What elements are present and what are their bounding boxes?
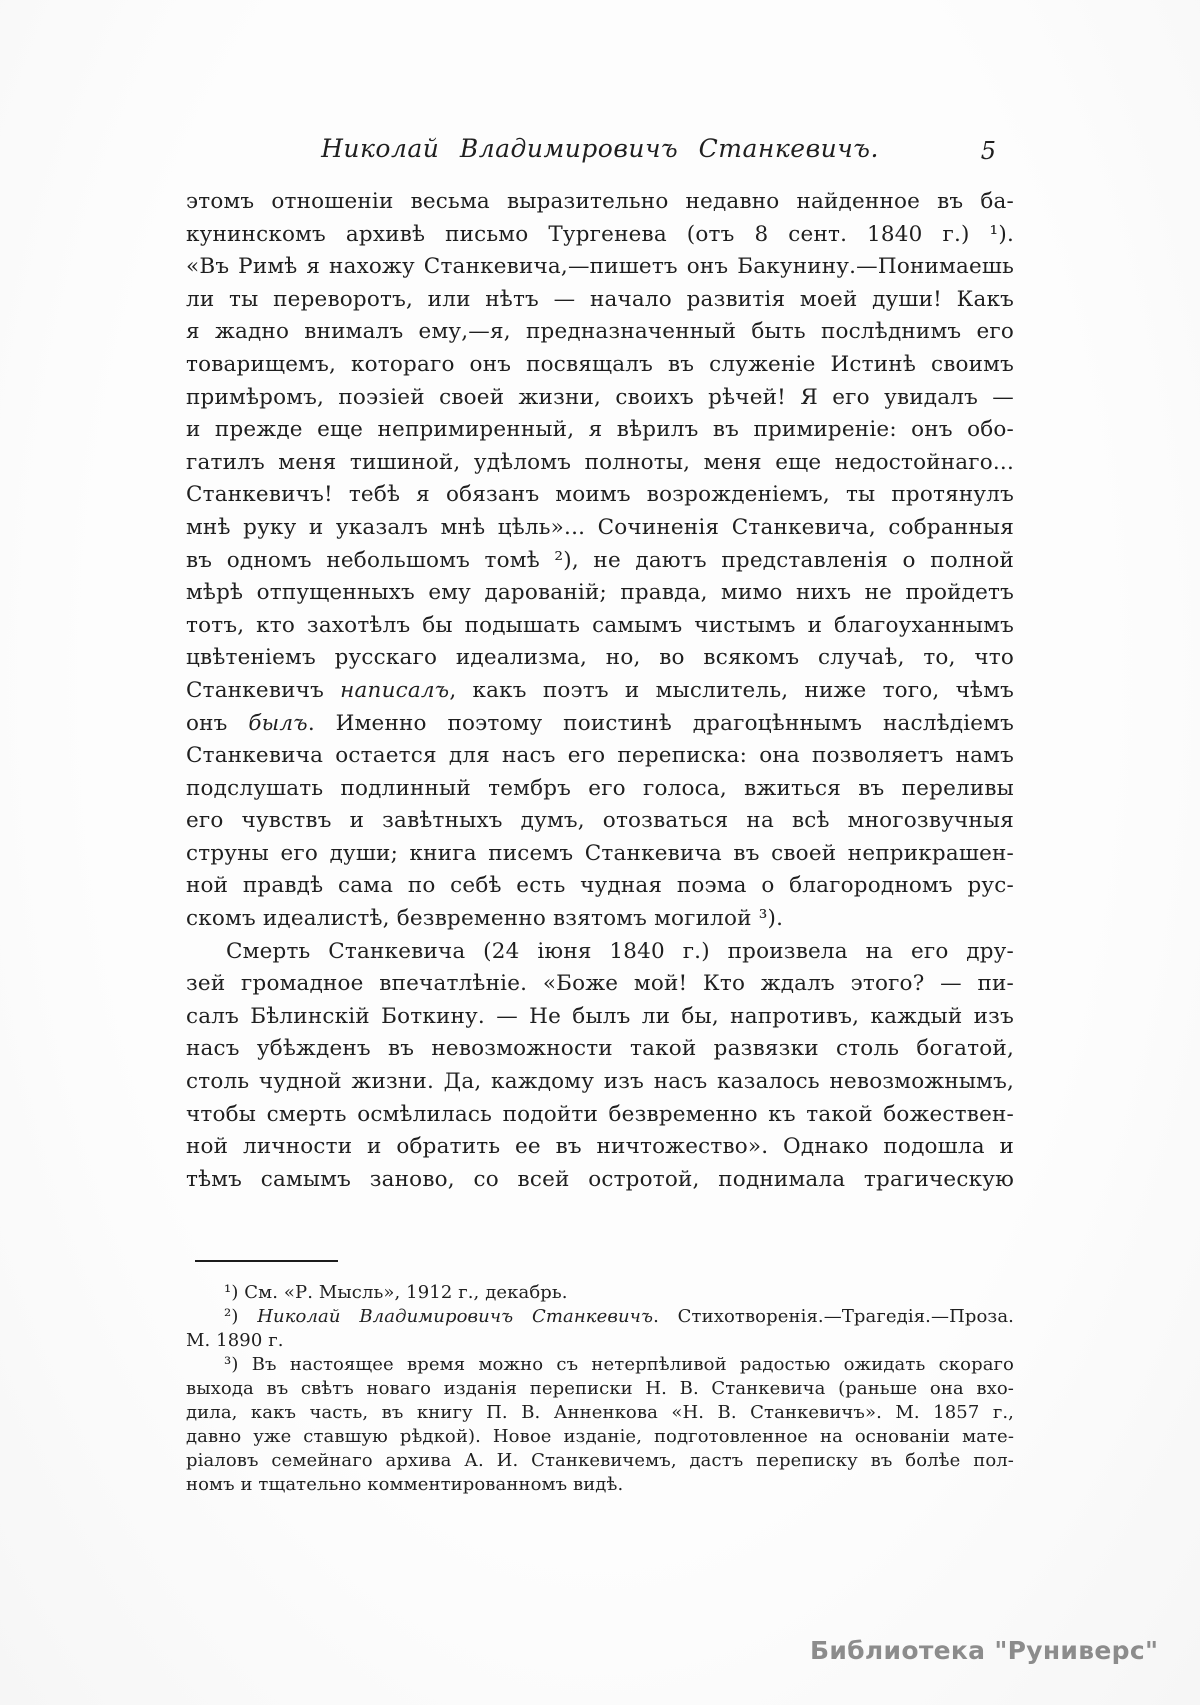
body-text (186, 186, 1014, 1196)
text-line (186, 1377, 1014, 1401)
watermark: Библиотека "Руниверс" (810, 1636, 1159, 1665)
text-segment: номъ и тщательно комментированномъ видѣ. (186, 1474, 624, 1495)
text-line (186, 1099, 1014, 1132)
text-segment: ной правдѣ сама по себѣ есть чудная поэма о благородномъ рус- (186, 873, 1014, 899)
text-segment: Станкевичъ! тебѣ я обязанъ моимъ возрожденіемъ, ты протянулъ (186, 482, 1014, 508)
text-segment: дила, какъ часть, въ книгу П. В. Анненкова «Н. В. Станкевичъ». М. 1857 г., (186, 1402, 1014, 1423)
text-segment: тотъ, кто захотѣлъ бы подышать самымъ чистымъ и благоуханнымъ (186, 612, 1014, 638)
text-segment: струны его души; книга писемъ Станкевича въ своей неприкрашен- (186, 840, 1014, 866)
text-line (186, 773, 1014, 806)
text-line (186, 1066, 1014, 1099)
text-segment: чтобы смерть осмѣлилась подойти безвременно къ такой божествен- (186, 1101, 1014, 1127)
text-line (186, 1305, 1014, 1329)
text-line (186, 219, 1014, 252)
text-line (186, 382, 1014, 415)
text-segment: кунинскомъ архивѣ письмо Тургенева (отъ 8 сент. 1840 г.) ¹). (186, 221, 1014, 247)
text-segment: я жадно внималъ ему,—я, предназначенный быть послѣднимъ его (186, 319, 1014, 345)
text-line (186, 1001, 1014, 1034)
text-line (186, 186, 1014, 219)
text-segment: тѣмъ самымъ заново, со всей остротой, поднимала трагическую (186, 1166, 1014, 1192)
text-segment: ной личности и обратить ее въ ничтожество». Однако подошла и (186, 1134, 1014, 1160)
text-line (186, 1164, 1014, 1197)
text-segment: подслушать подлинный тембръ его голоса, вжиться въ переливы (186, 775, 1014, 801)
text-line (186, 577, 1014, 610)
text-segment: примѣромъ, поэзіей своей жизни, своихъ рѣчей! Я его увидалъ — (186, 384, 1014, 410)
text-segment: М. 1890 г. (186, 1330, 284, 1351)
text-segment: и прежде еще непримиренный, я вѣрилъ въ примиреніе: онъ обо- (186, 417, 1014, 443)
text-segment: зей громадное впечатлѣніе. «Боже мой! Кто ждалъ этого? — пи- (186, 971, 1014, 997)
text-line (186, 968, 1014, 1001)
footnotes (186, 1281, 1014, 1497)
text-segment: ¹) См. «Р. Мысль», 1912 г., декабрь. (224, 1282, 568, 1303)
text-line (186, 512, 1014, 545)
text-line (186, 1473, 1014, 1497)
text-line (186, 838, 1014, 871)
text-segment: «Въ Римѣ я нахожу Станкевича,—пишетъ онъ Бакунину.—Понимаешь (186, 254, 1014, 280)
text-line (186, 1401, 1014, 1425)
text-segment: . Именно поэтому поистинѣ драгоцѣннымъ наслѣдіемъ (307, 710, 1014, 736)
text-segment: , какъ поэтъ и мыслитель, ниже того, чѣмъ (449, 677, 1014, 703)
text-line (186, 675, 1014, 708)
running-header (186, 131, 1014, 167)
text-segment: Станкевичъ (186, 677, 341, 703)
text-segment: давно уже ставшую рѣдкой). Новое изданіе, подготовленное на основаніи мате- (186, 1426, 1014, 1447)
text-line (186, 284, 1014, 317)
text-line (186, 1131, 1014, 1164)
text-segment-italic: Николай Владимировичъ Станкевичъ (257, 1306, 654, 1327)
text-segment: выхода въ свѣтъ новаго изданія переписки Н. В. Станкевича (раньше она вхо- (186, 1378, 1014, 1399)
text-line (186, 936, 1014, 969)
text-segment: мнѣ руку и указалъ мнѣ цѣль»... Сочиненія Станкевича, собранныя (186, 514, 1014, 540)
text-segment: ріаловъ семейнаго архива А. И. Станкевичемъ, дастъ переписку въ болѣе пол- (186, 1450, 1014, 1471)
text-line (186, 1353, 1014, 1377)
page-header-title: Николай Владимировичъ Станкевичъ. (321, 134, 879, 163)
text-segment: Станкевича остается для насъ его переписка: она позволяетъ намъ (186, 743, 1014, 769)
text-line (186, 447, 1014, 480)
text-line (186, 349, 1014, 382)
text-segment: салъ Бѣлинскій Боткину. — Не былъ ли бы, напротивъ, каждый изъ (186, 1003, 1014, 1029)
text-segment: насъ убѣжденъ въ невозможности такой развязки столь богатой, (186, 1036, 1014, 1062)
text-segment: цвѣтеніемъ русскаго идеализма, но, во всякомъ случаѣ, то, что (186, 645, 1014, 671)
text-line (186, 479, 1014, 512)
text-segment: въ одномъ небольшомъ томѣ ²), не даютъ представленія о полной (186, 547, 1014, 573)
text-segment-italic: написалъ (340, 677, 450, 703)
text-segment: скомъ идеалистѣ, безвременно взятомъ могилой ³). (186, 906, 784, 932)
text-line (186, 740, 1014, 773)
text-segment-italic: былъ (248, 710, 308, 736)
text-line (186, 1425, 1014, 1449)
text-segment: товарищемъ, котораго онъ посвящалъ въ служеніе Истинѣ своимъ (186, 351, 1014, 377)
text-segment: его чувствъ и завѣтныхъ думъ, отозваться на всѣ многозвучныя (186, 808, 1014, 834)
text-segment: этомъ отношеніи весьма выразительно недавно найденное въ ба- (186, 189, 1014, 214)
text-line (186, 1281, 1014, 1305)
text-segment: ³) Въ настоящее время можно съ нетерпѣливой радостью ожидать скораго (224, 1354, 1014, 1375)
text-line (186, 251, 1014, 284)
text-line (186, 316, 1014, 349)
text-line (186, 610, 1014, 643)
text-line (186, 870, 1014, 903)
text-segment: ли ты переворотъ, или нѣтъ — начало развитія моей души! Какъ (186, 286, 1014, 312)
text-line (186, 1329, 1014, 1353)
text-line (186, 642, 1014, 675)
footnote-separator (195, 1260, 338, 1262)
text-line (186, 545, 1014, 578)
text-line (186, 1033, 1014, 1066)
text-segment: Смерть Станкевича (24 іюня 1840 г.) произвела на его дру- (226, 938, 1014, 964)
text-line (186, 1449, 1014, 1473)
text-line (186, 708, 1014, 741)
text-line (186, 414, 1014, 447)
page-number: 5 (980, 137, 996, 165)
text-segment: онъ (186, 710, 249, 736)
text-segment: гатилъ меня тишиной, удѣломъ полноты, меня еще недостойнаго... (186, 449, 1014, 475)
text-line (186, 805, 1014, 838)
text-segment: столь чудной жизни. Да, каждому изъ насъ казалось невозможнымъ, (186, 1069, 1014, 1095)
text-segment: мѣрѣ отпущенныхъ ему дарованій; правда, мимо нихъ не пройдетъ (186, 580, 1014, 606)
text-segment: ²) (224, 1306, 258, 1327)
text-segment: . Стихотворенія.—Трагедія.—Проза. (653, 1306, 1014, 1327)
text-line (186, 903, 1014, 936)
